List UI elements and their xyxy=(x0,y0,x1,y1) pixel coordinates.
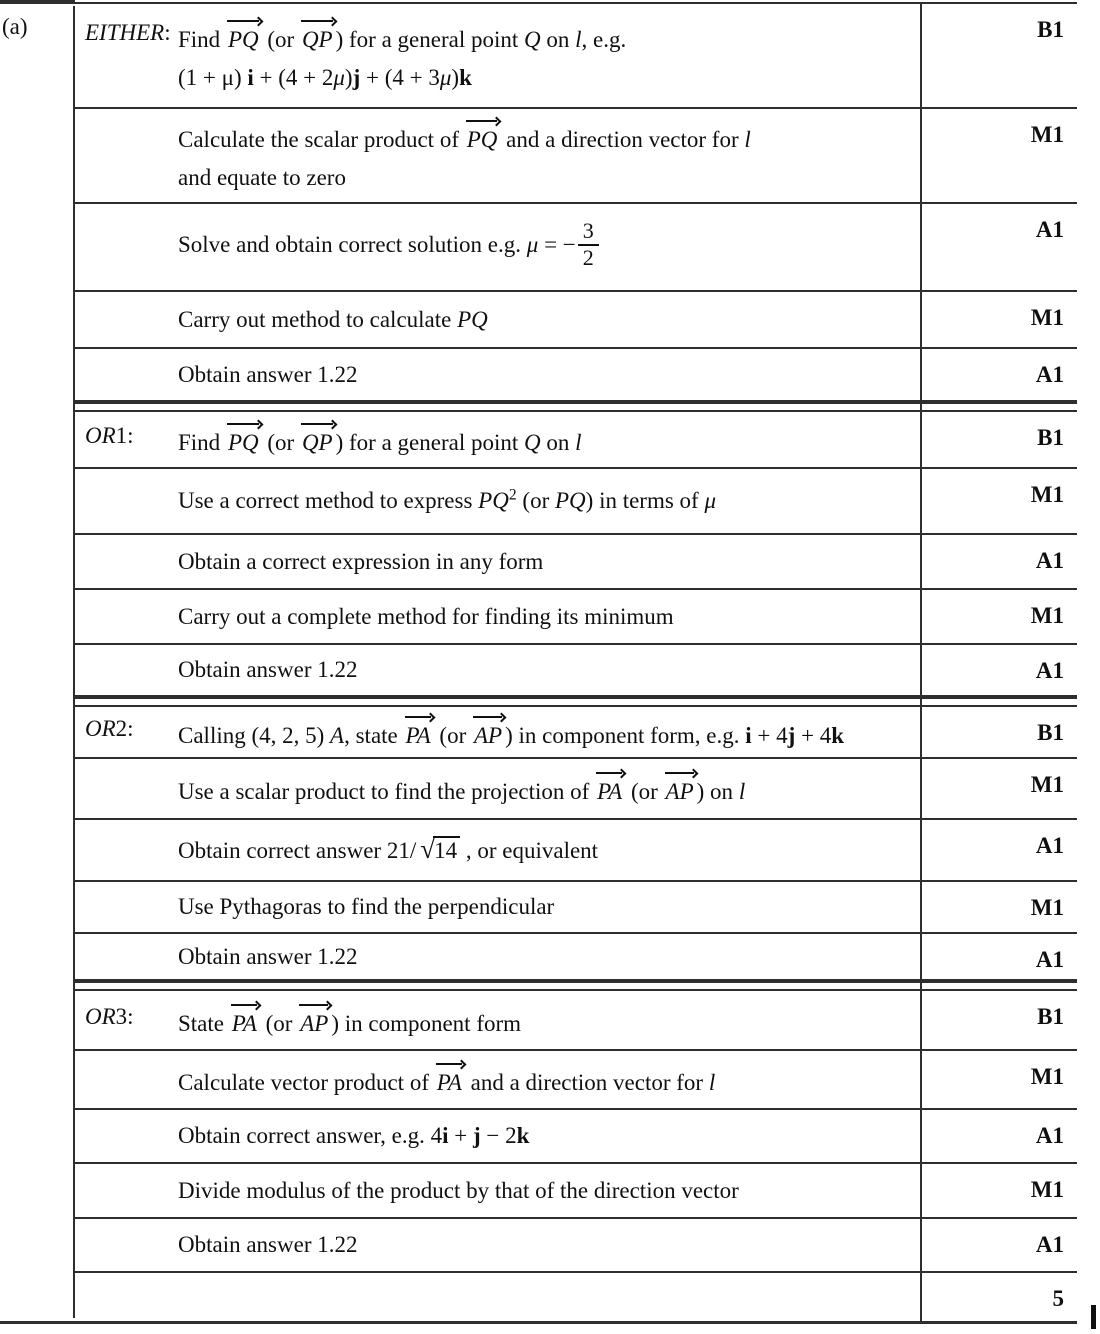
method-cell xyxy=(75,934,922,979)
text-run: ) for a general point xyxy=(335,430,525,455)
mark-cell: A1 xyxy=(1035,1123,1064,1148)
method-cell xyxy=(75,4,922,107)
mark-cell: M1 xyxy=(1030,895,1064,920)
table-row xyxy=(75,645,1077,697)
mark-cell: B1 xyxy=(1037,720,1064,745)
text-run: Obtain answer 1.22 xyxy=(178,361,358,387)
method-line xyxy=(178,118,920,155)
method-cell xyxy=(75,707,922,757)
fraction xyxy=(578,220,599,270)
mark-cell: M1 xyxy=(1030,1177,1064,1202)
method-cell xyxy=(75,820,922,880)
text-run: Obtain answer 1.22 xyxy=(178,1232,358,1257)
math-italic: PQ xyxy=(554,488,586,513)
math-italic: OR xyxy=(85,1003,116,1029)
method-cell xyxy=(75,759,922,818)
method-cell xyxy=(75,469,922,533)
method-cell xyxy=(75,1273,922,1321)
text-run: = − xyxy=(538,232,576,258)
vector-with-arrow: PA xyxy=(435,1061,465,1098)
vector-with-arrow: AP xyxy=(472,714,505,751)
fraction-denominator: 2 xyxy=(582,245,594,270)
method-line xyxy=(178,942,920,972)
table-row xyxy=(75,934,1077,981)
math-bold-vector-unit: i xyxy=(247,65,254,90)
fraction-numerator: 3 xyxy=(578,220,599,246)
text-run: Solve and obtain correct solution e.g. xyxy=(178,232,527,258)
table-row xyxy=(75,292,1077,349)
math-bold-vector-unit: j xyxy=(787,722,796,748)
text-run: Use a scalar product to find the projection of xyxy=(178,779,596,804)
table-row xyxy=(75,535,1077,590)
method-line xyxy=(178,1176,920,1206)
method-line xyxy=(178,547,920,577)
text-run: Obtain correct answer, e.g. 4 xyxy=(178,1123,443,1148)
text-run: ) xyxy=(451,65,460,90)
mark-cell: A1 xyxy=(1035,833,1064,858)
method-line xyxy=(178,834,920,866)
method-line xyxy=(178,305,920,335)
method-line xyxy=(178,770,920,807)
method-line xyxy=(178,892,920,922)
text-run: 1: xyxy=(115,423,134,448)
text-run: on xyxy=(540,430,576,455)
mark-cell: M1 xyxy=(1030,305,1064,330)
method-line xyxy=(178,1121,920,1151)
table-row xyxy=(75,4,1077,109)
method-cell xyxy=(75,1219,922,1271)
superscript: 2 xyxy=(508,486,517,504)
method-cell xyxy=(75,535,922,588)
text-run: Carry out method to calculate xyxy=(178,306,458,332)
text-run: ) in terms of xyxy=(585,488,705,513)
text-run: and a direction vector for xyxy=(500,127,745,152)
method-cell xyxy=(75,1110,922,1162)
math-bold-vector-unit: i xyxy=(442,1123,449,1148)
text-run: and equate to zero xyxy=(178,165,346,190)
mark-cell: B1 xyxy=(1037,425,1064,450)
math-italic: μ xyxy=(439,65,452,90)
vector-with-arrow: QP xyxy=(300,18,336,55)
text-run: , state xyxy=(344,722,404,748)
vector-with-arrow: PA xyxy=(595,770,625,807)
mark-scheme-table xyxy=(0,2,1077,1324)
math-italic: Q xyxy=(524,27,541,52)
text-run: Obtain answer 1.22 xyxy=(178,657,358,682)
math-italic: μ xyxy=(704,488,717,513)
method-cell xyxy=(75,1164,922,1217)
mark-cell: M1 xyxy=(1030,772,1064,797)
mark-cell: B1 xyxy=(1037,1004,1064,1029)
method-line xyxy=(178,63,920,93)
table-row xyxy=(75,590,1077,645)
vector-with-arrow: QP xyxy=(300,421,336,458)
math-italic: Q xyxy=(524,430,541,455)
text-run: ) in component form xyxy=(331,1010,522,1036)
table-row xyxy=(75,1051,1077,1110)
text-run: − 2 xyxy=(480,1123,517,1148)
vector-with-arrow: PQ xyxy=(465,118,501,155)
math-italic: PQ xyxy=(478,488,509,513)
marks-column-rule xyxy=(920,983,922,989)
table-row xyxy=(75,412,1077,469)
text-run: Find xyxy=(178,27,226,52)
math-italic: OR xyxy=(85,423,116,448)
text-run: + xyxy=(448,1123,473,1148)
marks-column-rule xyxy=(920,404,922,410)
section-divider xyxy=(75,402,1077,412)
text-run: 3: xyxy=(115,1003,134,1029)
text-run: Carry out a complete method for finding its minimum xyxy=(178,603,674,629)
text-run: Use a correct method to express xyxy=(178,488,479,513)
method-line xyxy=(85,421,920,458)
table-row xyxy=(75,469,1077,535)
math-bold-vector-unit: j xyxy=(352,65,361,90)
alternative-label xyxy=(85,1002,134,1032)
math-italic: EITHER xyxy=(85,20,165,45)
table-row xyxy=(75,1219,1077,1273)
text-run: ) on xyxy=(696,779,739,804)
method-line xyxy=(85,1002,920,1039)
math-bold-vector-unit: k xyxy=(831,722,845,748)
radical-sign: √ xyxy=(420,834,436,864)
table-row xyxy=(75,1164,1077,1219)
method-cell xyxy=(75,590,922,643)
math-italic: PQ xyxy=(457,306,488,332)
math-italic: l xyxy=(708,1070,716,1095)
table-row xyxy=(75,349,1077,402)
text-run: + 4 xyxy=(795,722,832,748)
table-row xyxy=(75,882,1077,934)
square-root xyxy=(420,834,460,864)
method-line xyxy=(178,360,920,390)
method-line xyxy=(178,655,920,685)
text-run: 2: xyxy=(115,715,134,741)
math-italic: l xyxy=(744,127,751,152)
mark-cell: M1 xyxy=(1030,122,1064,147)
mark-cell: M1 xyxy=(1030,482,1064,507)
text-run: Divide modulus of the product by that of the direction vector xyxy=(178,1177,739,1203)
math-bold-vector-unit: k xyxy=(459,65,472,90)
alternative-label xyxy=(85,714,134,744)
table-rows xyxy=(75,4,1077,1321)
text-run: Calculate the scalar product of xyxy=(178,127,465,152)
page-edge-mark xyxy=(1091,1305,1096,1329)
table-row xyxy=(75,820,1077,882)
mark-cell: A1 xyxy=(1035,548,1064,573)
method-cell xyxy=(75,349,922,400)
method-line xyxy=(178,218,920,272)
text-run: Calling (4, 2, 5) xyxy=(178,722,331,748)
text-run: Use Pythagoras to find the perpendicular xyxy=(178,894,555,919)
math-italic: μ xyxy=(526,232,539,258)
math-italic: OR xyxy=(85,715,116,741)
text-run: (or xyxy=(261,27,300,52)
table-row xyxy=(75,1110,1077,1164)
method-line xyxy=(85,714,920,751)
math-italic: μ xyxy=(333,65,345,90)
table-row xyxy=(75,204,1077,292)
method-cell xyxy=(75,204,922,290)
text-run: (1 + μ) xyxy=(178,65,248,90)
text-run: , e.g. xyxy=(581,27,627,52)
question-part-cell xyxy=(0,6,75,1318)
mark-cell: A1 xyxy=(1035,947,1064,972)
vector-with-arrow: AP xyxy=(298,1002,331,1039)
table-row xyxy=(75,759,1077,820)
mark-cell: B1 xyxy=(1037,17,1064,42)
total-marks-cell: 5 xyxy=(1052,1286,1064,1311)
math-bold-vector-unit: i xyxy=(745,722,752,748)
section-divider xyxy=(75,981,1077,991)
method-cell xyxy=(75,991,922,1049)
section-divider xyxy=(75,697,1077,707)
mark-cell: A1 xyxy=(1035,1232,1064,1257)
mark-cell: M1 xyxy=(1030,603,1064,628)
table-row xyxy=(75,109,1077,204)
text-run: (or xyxy=(261,430,300,455)
method-line xyxy=(178,486,920,516)
text-run: on xyxy=(540,27,576,52)
text-run: + (4 + 2 xyxy=(253,65,334,90)
question-part-label: (a) xyxy=(2,14,28,39)
mark-cell: M1 xyxy=(1030,1064,1064,1089)
text-run: ) xyxy=(344,65,353,90)
text-run: and a direction vector for xyxy=(464,1070,709,1095)
text-run: Calculate vector product of xyxy=(178,1070,435,1095)
text-run: + (4 + 3 xyxy=(360,65,440,90)
vector-with-arrow: AP xyxy=(664,770,697,807)
math-bold-vector-unit: j xyxy=(472,1123,481,1148)
text-run: , or equivalent xyxy=(460,838,599,863)
text-run: Obtain correct answer 21/ xyxy=(178,838,417,863)
method-line xyxy=(178,1061,920,1098)
text-run: ) in component form, e.g. xyxy=(505,722,746,748)
mark-cell: A1 xyxy=(1035,658,1064,683)
method-line xyxy=(85,18,920,55)
math-bold-vector-unit: k xyxy=(516,1123,530,1148)
text-run: Obtain answer 1.22 xyxy=(178,943,358,969)
method-cell xyxy=(75,882,922,932)
text-run: ) for a general point xyxy=(335,27,525,52)
math-italic: l xyxy=(575,27,582,52)
alternative-label xyxy=(85,421,134,451)
vector-with-arrow: PA xyxy=(404,714,434,751)
text-run: (or xyxy=(516,488,555,513)
alternative-label xyxy=(85,18,171,48)
math-italic: l xyxy=(738,779,746,804)
marks-column-rule xyxy=(920,699,922,705)
text-run: : xyxy=(164,20,171,45)
method-line xyxy=(178,1230,920,1260)
text-run: (or xyxy=(625,779,664,804)
text-run: Obtain a correct expression in any form xyxy=(178,548,544,574)
method-line xyxy=(178,163,920,193)
vector-with-arrow: PQ xyxy=(226,18,262,55)
radicand: 14 xyxy=(433,836,460,863)
text-run: State xyxy=(178,1010,230,1036)
method-cell xyxy=(75,292,922,347)
math-italic: l xyxy=(575,430,582,455)
math-italic: A xyxy=(330,722,345,748)
mark-cell: A1 xyxy=(1035,217,1064,242)
method-cell xyxy=(75,109,922,202)
mark-cell: A1 xyxy=(1035,362,1064,387)
method-cell xyxy=(75,1051,922,1108)
text-run: Find xyxy=(178,430,226,455)
text-run: + 4 xyxy=(751,722,788,748)
text-run: (or xyxy=(433,722,472,748)
method-cell xyxy=(75,412,922,467)
method-line xyxy=(178,602,920,632)
vector-with-arrow: PQ xyxy=(226,421,262,458)
table-row xyxy=(75,1273,1077,1321)
table-row xyxy=(75,707,1077,759)
text-run: (or xyxy=(259,1010,299,1036)
table-row xyxy=(75,991,1077,1051)
method-cell xyxy=(75,645,922,695)
vector-with-arrow: PA xyxy=(230,1002,260,1039)
